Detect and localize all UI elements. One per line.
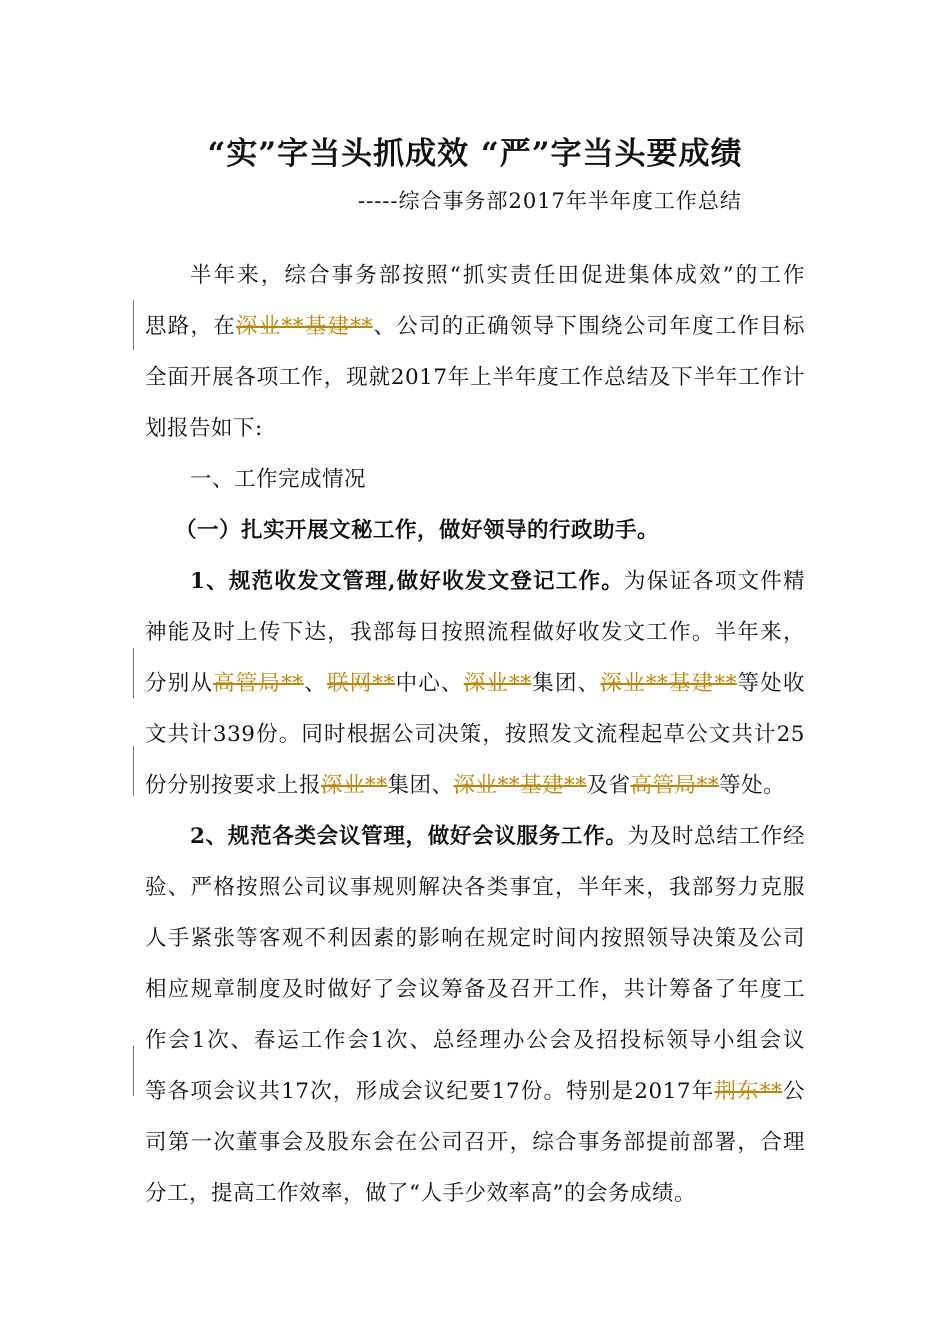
text-run: 分工，提高工作效率，做了“人手少效率高”的会务成绩。	[145, 1181, 696, 1206]
paragraph-line	[145, 811, 805, 862]
paragraph-line	[145, 760, 805, 811]
text-run: 份分别按要求上报	[145, 773, 322, 798]
paragraph-line	[145, 658, 805, 709]
text-run: 作会1次、春运工作会1次、总经理办公会及招投标领导小组会议	[145, 1028, 805, 1053]
text-run: 司第一次董事会及股东会在公司召开，综合事务部提前部署，合理	[145, 1130, 805, 1155]
text-run: 分别从	[145, 671, 214, 696]
text-run: 及省	[586, 773, 631, 798]
section-heading	[145, 454, 805, 505]
text-run: 、公司的正确领导下围绕公司年度工作目标	[372, 314, 805, 339]
paragraph-line	[145, 1066, 805, 1117]
revision-bar	[133, 300, 134, 350]
text-run: 思路，在	[145, 314, 236, 339]
bold-lead: 2、规范各类会议管理，做好会议服务工作。	[190, 824, 628, 849]
paragraph-line	[145, 862, 805, 913]
text-run: （一）扎实开展文秘工作，做好领导的行政助手。	[175, 518, 660, 543]
revision-bar	[133, 1046, 134, 1096]
tracked-deletion: 联网**	[327, 671, 395, 696]
paragraph-line	[145, 250, 805, 301]
paragraph-line	[145, 913, 805, 964]
paragraph-line	[145, 352, 805, 403]
text-run: 为及时总结工作经	[627, 824, 805, 849]
paragraph-line	[145, 607, 805, 658]
text-run: 等处。	[719, 773, 786, 798]
tracked-deletion: 深业**	[463, 671, 532, 696]
text-run: 等各项会议共17次，形成会议纪要17份。特别是2017年	[145, 1079, 715, 1104]
subsection-heading	[145, 505, 805, 556]
text-run: 划报告如下:	[145, 416, 263, 441]
document-subtitle: -----综合事务部2017年半年度工作总结	[358, 189, 742, 213]
paragraph-line	[145, 403, 805, 454]
paragraph-line	[145, 301, 805, 352]
text-run: 集团、	[531, 671, 601, 696]
tracked-deletion: 深业**	[321, 773, 388, 798]
text-run: 文共计339份。同时根据公司决策，按照发文流程起草公文共计25	[145, 722, 805, 747]
paragraph-line	[145, 709, 805, 760]
text-run: 全面开展各项工作，现就2017年上半年度工作总结及下半年工作计	[145, 365, 805, 390]
tracked-deletion: 深业**基建**	[453, 773, 587, 798]
paragraph-line	[145, 1168, 805, 1219]
bold-lead: 1、规范收发文管理,做好收发文登记工作。	[190, 569, 624, 594]
text-run: 验、严格按照公司议事规则解决各类事宜，半年来，我部努力克服	[145, 875, 805, 900]
tracked-deletion: 深业**基建**	[600, 671, 737, 696]
text-run: 人手紧张等客观不利因素的影响在规定时间内按照领导决策及公司	[145, 926, 805, 951]
tracked-deletion: 高管局**	[630, 773, 720, 798]
paragraph-line	[145, 556, 805, 607]
revision-bar	[133, 648, 134, 698]
document-title: “实”字当头抓成效 “严”字当头要成绩	[207, 136, 743, 172]
text-run: 中心、	[394, 671, 464, 696]
text-run: 相应规章制度及时做好了会议筹备及召开工作，共计筹备了年度工	[145, 977, 805, 1002]
text-run: 半年来，综合事务部按照“抓实责任田促进集体成效”的工作	[190, 263, 805, 288]
tracked-deletion: 高管局**	[213, 671, 304, 696]
revision-bar	[133, 746, 134, 796]
text-run: 公	[782, 1079, 805, 1104]
tracked-deletion: 深业**基建**	[236, 314, 373, 339]
paragraph-line	[145, 1117, 805, 1168]
paragraph-line	[145, 964, 805, 1015]
text-run: 为保证各项文件精	[623, 569, 805, 594]
paragraph-line	[145, 1015, 805, 1066]
document-body	[145, 250, 805, 1219]
text-run: 一、工作完成情况	[190, 467, 367, 492]
tracked-deletion: 荆东**	[714, 1079, 783, 1104]
text-run: 等处收	[736, 671, 805, 696]
text-run: 集团、	[387, 773, 454, 798]
text-run: 、	[303, 671, 328, 696]
text-run: 神能及时上传下达，我部每日按照流程做好收发文工作。半年来，	[145, 620, 805, 645]
